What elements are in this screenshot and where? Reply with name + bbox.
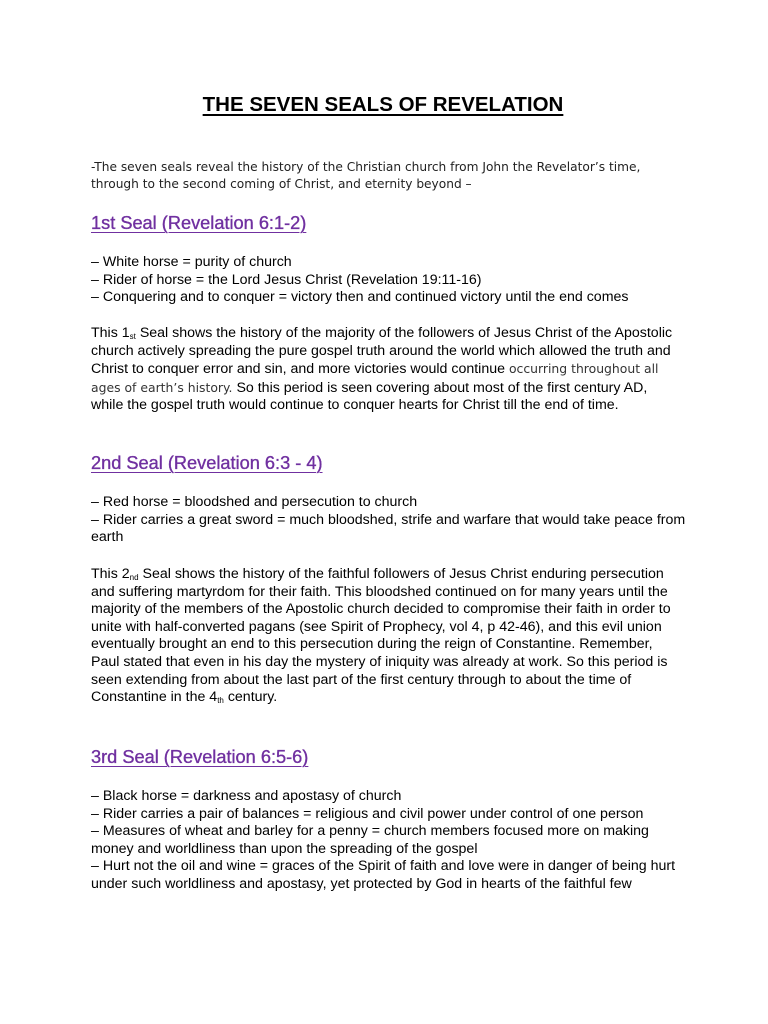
seal-2-para-text: Seal shows the history of the faithful followers of Jesus Christ enduring persecution and suffering martyrdom for their faith. This bloodshed continued on for many years until the majority of the members of the Apostolic church decided to compromise their faith in order to unite with half-converted pagans (see Spirit of Prophecy, vol 4, p 42-46), and this evil union eventually brought an end to this persecution during the reign of Constantine. Remember, Paul stated that even in his day the mystery of iniquity was already at work. So this period is seen extending from about the last part of the first century through to about the time of Constantine in the 4: [91, 566, 671, 706]
seal-1-para-text: Seal shows the history of the majority of the followers of Jesus Christ of the Apostolic church actively spreading the pure gospel truth around the world which allowed the truth and Christ to conquer error and sin, and more victories would continue: [91, 325, 673, 378]
seal-1-para-text: So this period is seen covering about most of the first century AD, while the gospel truth would continue to conquer hearts for Christ till the end of time.: [91, 379, 648, 414]
seal-3-list: [91, 788, 691, 894]
seal-1-para-alt-text: occurring throughout all ages of earth’s history.: [91, 361, 659, 395]
seal-2-para-text: century.: [223, 689, 278, 706]
list-item: – White horse = purity of church: [91, 254, 292, 270]
seal-1-list: [91, 254, 691, 307]
seal-2-heading: 2nd Seal (Revelation 6:3 - 4): [91, 453, 323, 473]
seal-2-para-text: This 2: [91, 566, 130, 582]
list-item: – Rider carries a great sword = much bloodshed, strife and warfare that would take peace from earth: [91, 511, 686, 546]
seal-2-paragraph: [91, 566, 683, 707]
ordinal-suffix: st: [129, 332, 136, 341]
list-item: – Rider carries a pair of balances = religious and civil power under control of one person: [91, 805, 644, 822]
intro-line-2: through to the second coming of Christ, and eternity beyond –: [91, 177, 472, 191]
seal-1-para-text: This 1: [91, 325, 130, 341]
intro-line-1: -The seven seals reveal the history of the Christian church from John the Revelator’s time,: [91, 160, 641, 174]
seal-1-paragraph: [91, 325, 683, 415]
ordinal-suffix: nd: [129, 573, 139, 582]
intro-paragraph: [91, 159, 691, 193]
list-item: – Black horse = darkness and apostasy of church: [91, 788, 402, 804]
list-item: – Measures of wheat and barley for a penny = church members focused more on making money and worldliness than upon the spreading of the gospel: [91, 823, 649, 857]
seal-3-heading: 3rd Seal (Revelation 6:5-6): [91, 747, 309, 767]
list-item: – Conquering and to conquer = victory then and continued victory until the end comes: [91, 289, 629, 306]
list-item: – Hurt not the oil and wine = graces of the Spirit of faith and love were in danger of being hurt under such worldliness and apostasy, yet protected by God in hearts of the faithful few: [91, 858, 676, 892]
ordinal-suffix: th: [217, 696, 224, 706]
document-title: THE SEVEN SEALS OF REVELATION: [202, 93, 564, 116]
list-item: – Red horse = bloodshed and persecution to church: [91, 494, 418, 510]
seal-1-heading: 1st Seal (Revelation 6:1-2): [91, 213, 307, 233]
list-item: – Rider of horse = the Lord Jesus Christ (Revelation 19:11-16): [91, 271, 482, 288]
seal-2-list: [91, 494, 691, 547]
